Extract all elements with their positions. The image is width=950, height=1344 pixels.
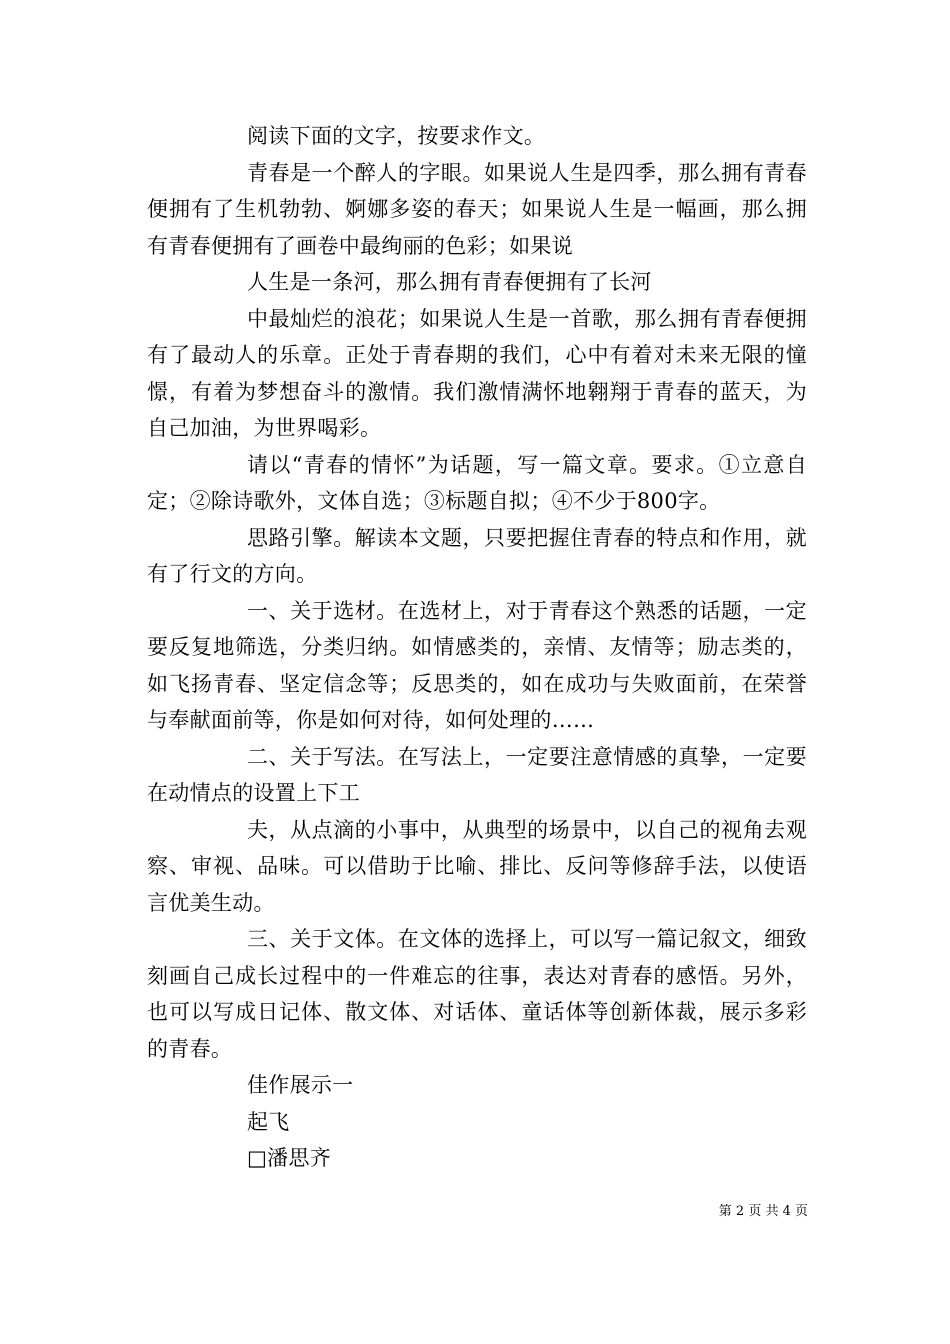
paragraph-writing-1: 二、关于写法。在写法上，一定要注意情感的真挚，一定要在动情点的设置上下工 [147, 744, 807, 805]
paragraph-approach: 思路引擎。解读本文题，只要把握住青春的特点和作用，就有了行文的方向。 [147, 525, 807, 586]
paragraph-style: 三、关于文体。在文体的选择上，可以写一篇记叙文，细致刻画自己成长过程中的一件难忘的往事，表达对青春的感悟。另外，也可以写成日记体、散文体、对话体、童话体等创新体裁，展示多彩的青春。 [147, 927, 807, 1061]
paragraph-prompt-2: 人生是一条河，那么拥有青春便拥有了长河 [247, 270, 652, 294]
paragraph-prompt-3: 中最灿烂的浪花；如果说人生是一首歌，那么拥有青春便拥有了最动人的乐章。正处于青春期的我们，心中有着对未来无限的憧憬，有着为梦想奋斗的激情。我们激情满怀地翱翔于青春的蓝天，为自己加油，为世界喝彩。 [147, 306, 807, 440]
paragraph-material: 一、关于选材。在选材上，对于青春这个熟悉的话题，一定要反复地筛选，分类归纳。如情感类的，亲情、友情等；励志类的，如飞扬青春、坚定信念等；反思类的，如在成功与失败面前，在荣誉与奉献面前等，你是如何对待，如何处理的…… [147, 598, 807, 732]
paragraph-prompt-1: 青春是一个醉人的字眼。如果说人生是四季，那么拥有青春便拥有了生机勃勃、婀娜多姿的春天；如果说人生是一幅画，那么拥有青春便拥有了画卷中最绚丽的色彩；如果说 [147, 160, 807, 258]
essay-author: □潘思齐 [247, 1146, 332, 1170]
paragraph-writing-2: 夫，从点滴的小事中，从典型的场景中，以自己的视角去观察、审视、品味。可以借助于比喻、排比、反问等修辞手法，以使语言优美生动。 [147, 817, 807, 915]
page-number: 第 2 页 共 4 页 [718, 1204, 808, 1219]
paragraph-instruction: 阅读下面的文字，按要求作文。 [247, 124, 546, 148]
section-heading: 佳作展示一 [247, 1073, 354, 1097]
essay-title: 起飞 [247, 1109, 290, 1134]
paragraph-requirements: 请以“青春的情怀”为话题，写一篇文章。要求。①立意自定；②除诗歌外，文体自选；③标题自拟；④不少于800字。 [147, 452, 807, 513]
document-body [147, 118, 807, 1177]
